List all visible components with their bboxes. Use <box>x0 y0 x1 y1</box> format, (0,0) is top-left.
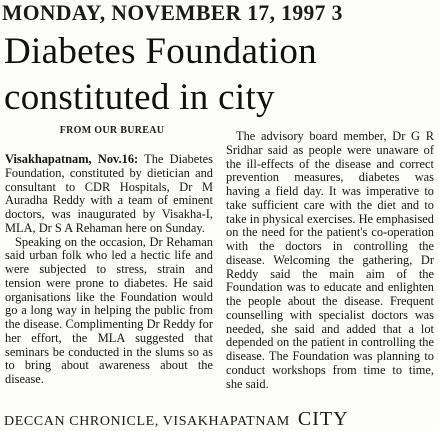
issue-dateline: MONDAY, NOVEMBER 17, 1997 3 <box>2 0 343 25</box>
footer-source: DECCAN CHRONICLE, VISAKHAPATNAM <box>4 414 290 429</box>
article-dateline-place: Visakhapatnam, Nov.16: <box>5 152 139 166</box>
footer-city: CITY <box>297 408 349 430</box>
article-paragraph-3: The advisory board member, Dr G R Sridhar said as people were unaware of the ill-effects of the disease and correct prevention measures, diabetes was having a field day. It was imperative to take sufficient care with the diet and to take in physical exercises. He emphasised on the need for the patient's co-operation with the doctors in controlling the disease. Welcoming the gathering, Dr Reddy said the main aim of the Foundation was to educate and enlighten the people about the disease. Frequent counselling with specialist doctors was needed, she said and added that a lot depended on the patient in controlling the disease. The Foundation was planning to conduct workshops from time to time, she said. <box>226 129 434 391</box>
article-paragraph-2: Speaking on the occasion, Dr Rehaman said urban folk who led a hectic life and were subjected to stress, strain and tension were prone to diabetes. He said organisations like the Foundation would go a long way in helping the public from the disease. Complimenting Dr Reddy for her effort, the MLA suggested that seminars be conducted in the slums so as to bring about awareness about the disease. <box>5 234 213 386</box>
article-column-right <box>226 130 434 391</box>
headline-line-2: constituted in city <box>4 77 275 118</box>
byline: FROM OUR BUREAU <box>59 125 165 136</box>
headline <box>4 29 436 121</box>
article-paragraph-1 <box>5 153 213 236</box>
source-footer <box>4 408 438 430</box>
article-column-left <box>5 153 213 387</box>
headline-line-1: Diabetes Foundation <box>4 31 317 72</box>
article-paragraph-1-text: The Diabetes Foundation, constituted by dietician and consultant to CDR Hospitals, Dr M Auradha Reddy with a team of eminent doctors, was inaugurated by Visakha-I, MLA, Dr S A Rehaman here on Sunday. <box>5 152 213 235</box>
